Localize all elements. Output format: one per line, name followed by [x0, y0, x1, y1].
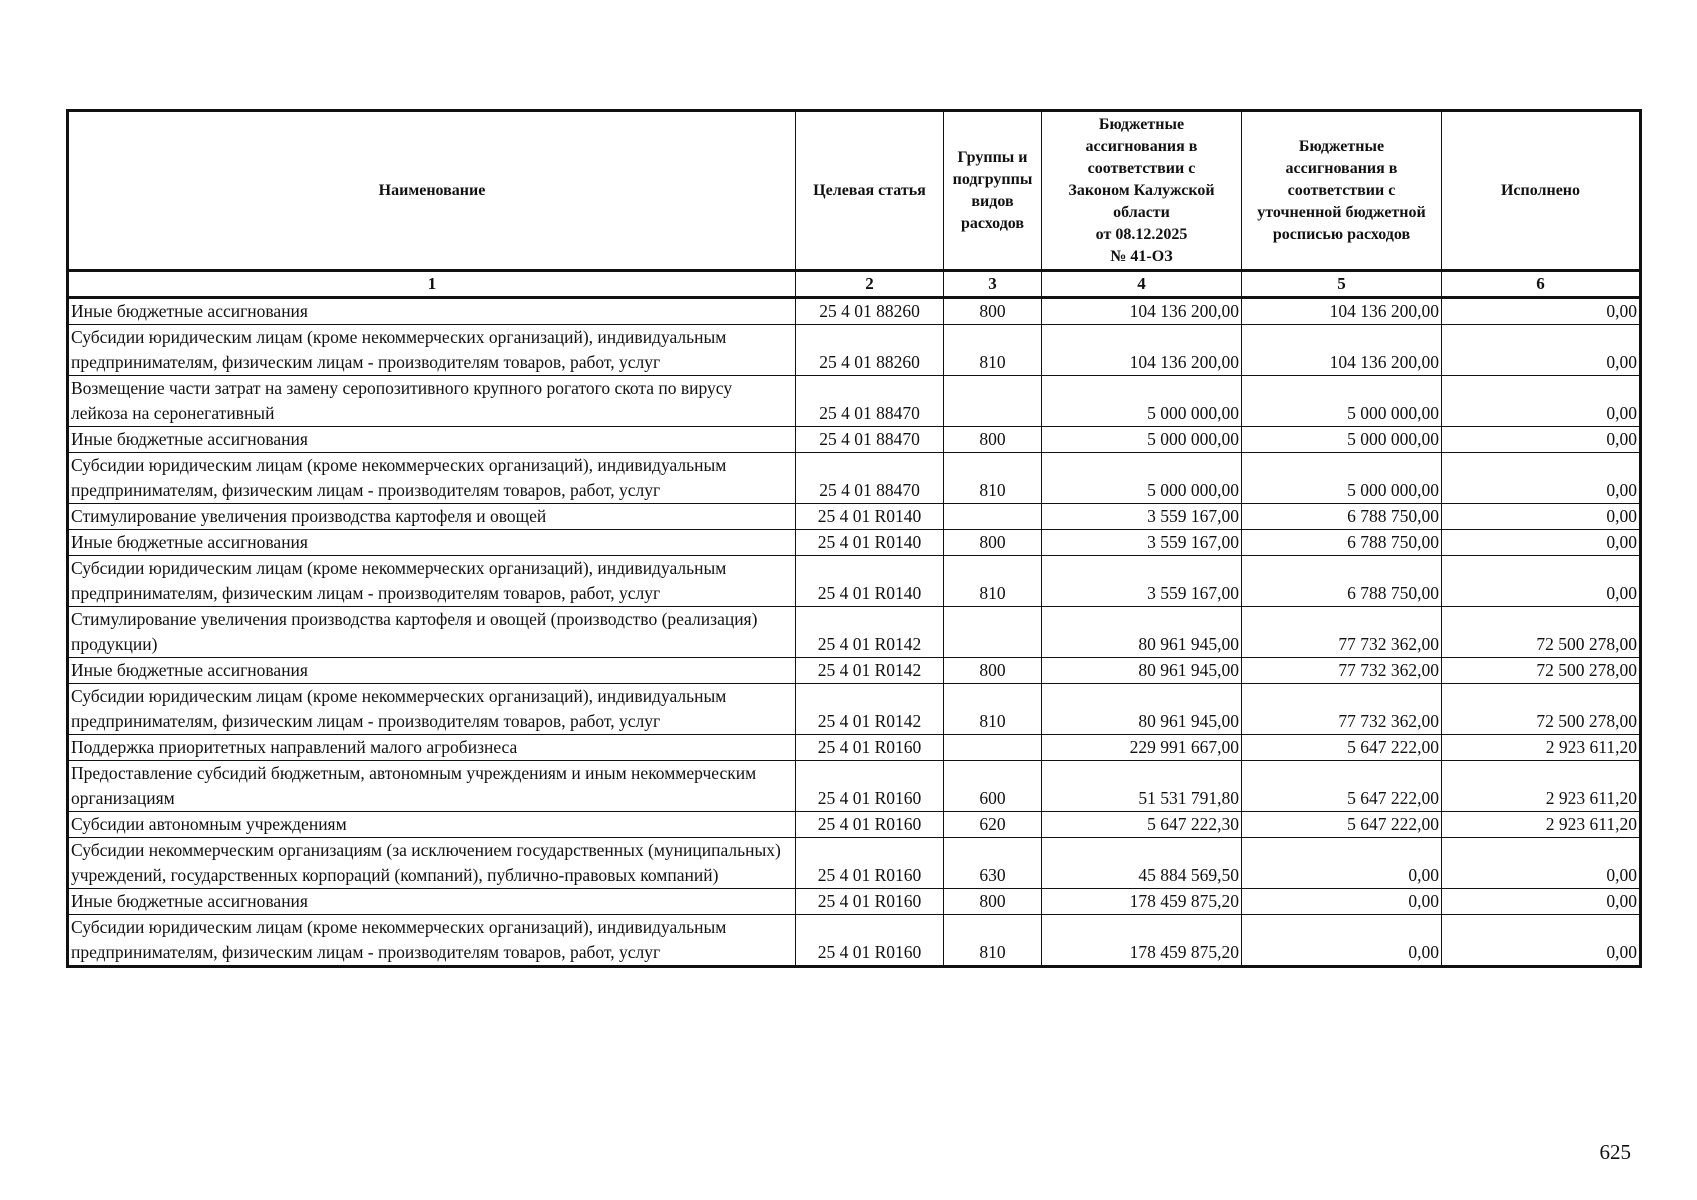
cell-expense-group [944, 376, 1042, 427]
column-number: 5 [1242, 271, 1442, 298]
cell-refined-amount: 5 647 222,00 [1242, 761, 1442, 812]
cell-law-amount: 104 136 200,00 [1042, 298, 1242, 325]
cell-target-article: 25 4 01 R0142 [796, 658, 944, 684]
cell-name: Субсидии юридическим лицам (кроме некоммерческих организаций), индивидуальным предпринимателям, физическим лицам - производителям товаров, работ, услуг [68, 325, 796, 376]
cell-law-amount: 104 136 200,00 [1042, 325, 1242, 376]
cell-law-amount: 5 647 222,30 [1042, 812, 1242, 838]
cell-target-article: 25 4 01 R0160 [796, 915, 944, 967]
cell-target-article: 25 4 01 R0160 [796, 812, 944, 838]
cell-expense-group: 810 [944, 556, 1042, 607]
cell-refined-amount: 0,00 [1242, 838, 1442, 889]
cell-refined-amount: 77 732 362,00 [1242, 658, 1442, 684]
cell-name: Субсидии автономным учреждениям [68, 812, 796, 838]
table-row [68, 735, 1641, 761]
cell-name: Субсидии юридическим лицам (кроме некоммерческих организаций), индивидуальным предпринимателям, физическим лицам - производителям товаров, работ, услуг [68, 556, 796, 607]
header-law-appropriations: Бюджетные ассигнования в соответствии с Законом Калужской области от 08.12.2025 № 41-ОЗ [1042, 111, 1242, 271]
cell-law-amount: 3 559 167,00 [1042, 556, 1242, 607]
cell-law-amount: 51 531 791,80 [1042, 761, 1242, 812]
table-row [68, 684, 1641, 735]
cell-name: Предоставление субсидий бюджетным, автономным учреждениям и иным некоммерческим организациям [68, 761, 796, 812]
table-row [68, 658, 1641, 684]
cell-target-article: 25 4 01 R0142 [796, 607, 944, 658]
cell-expense-group [944, 607, 1042, 658]
table-row [68, 915, 1641, 967]
cell-law-amount: 178 459 875,20 [1042, 915, 1242, 967]
cell-executed-amount: 0,00 [1442, 453, 1641, 504]
cell-expense-group: 800 [944, 658, 1042, 684]
cell-executed-amount: 0,00 [1442, 556, 1641, 607]
column-number: 3 [944, 271, 1042, 298]
cell-expense-group: 800 [944, 298, 1042, 325]
table-row [68, 298, 1641, 325]
table-row [68, 607, 1641, 658]
cell-refined-amount: 104 136 200,00 [1242, 325, 1442, 376]
cell-name: Иные бюджетные ассигнования [68, 298, 796, 325]
cell-refined-amount: 5 647 222,00 [1242, 735, 1442, 761]
cell-name: Возмещение части затрат на замену серопозитивного крупного рогатого скота по вирусу лейкоза на серонегативный [68, 376, 796, 427]
cell-law-amount: 5 000 000,00 [1042, 453, 1242, 504]
table-body [68, 298, 1641, 967]
cell-law-amount: 229 991 667,00 [1042, 735, 1242, 761]
table-row [68, 556, 1641, 607]
table-row [68, 427, 1641, 453]
header-name: Наименование [68, 111, 796, 271]
cell-refined-amount: 77 732 362,00 [1242, 684, 1442, 735]
cell-name: Поддержка приоритетных направлений малого агробизнеса [68, 735, 796, 761]
table-row [68, 812, 1641, 838]
column-number: 2 [796, 271, 944, 298]
cell-target-article: 25 4 01 88470 [796, 376, 944, 427]
cell-law-amount: 45 884 569,50 [1042, 838, 1242, 889]
cell-executed-amount: 72 500 278,00 [1442, 607, 1641, 658]
cell-name: Субсидии юридическим лицам (кроме некоммерческих организаций), индивидуальным предпринимателям, физическим лицам - производителям товаров, работ, услуг [68, 684, 796, 735]
cell-name: Субсидии юридическим лицам (кроме некоммерческих организаций), индивидуальным предпринимателям, физическим лицам - производителям товаров, работ, услуг [68, 453, 796, 504]
cell-expense-group [944, 504, 1042, 530]
cell-executed-amount: 0,00 [1442, 889, 1641, 915]
cell-refined-amount: 104 136 200,00 [1242, 298, 1442, 325]
cell-expense-group: 810 [944, 684, 1042, 735]
cell-refined-amount: 5 000 000,00 [1242, 376, 1442, 427]
cell-refined-amount: 6 788 750,00 [1242, 556, 1442, 607]
cell-refined-amount: 6 788 750,00 [1242, 530, 1442, 556]
cell-executed-amount: 72 500 278,00 [1442, 684, 1641, 735]
cell-law-amount: 3 559 167,00 [1042, 504, 1242, 530]
cell-target-article: 25 4 01 R0160 [796, 735, 944, 761]
cell-target-article: 25 4 01 88260 [796, 298, 944, 325]
budget-table [66, 109, 1642, 968]
cell-refined-amount: 5 647 222,00 [1242, 812, 1442, 838]
cell-executed-amount: 2 923 611,20 [1442, 735, 1641, 761]
table-row [68, 530, 1641, 556]
cell-executed-amount: 0,00 [1442, 838, 1641, 889]
cell-law-amount: 5 000 000,00 [1042, 427, 1242, 453]
cell-name: Иные бюджетные ассигнования [68, 427, 796, 453]
cell-law-amount: 80 961 945,00 [1042, 684, 1242, 735]
cell-expense-group: 810 [944, 325, 1042, 376]
cell-expense-group: 800 [944, 530, 1042, 556]
cell-executed-amount: 0,00 [1442, 325, 1641, 376]
cell-refined-amount: 5 000 000,00 [1242, 427, 1442, 453]
cell-executed-amount: 2 923 611,20 [1442, 812, 1641, 838]
table-row [68, 761, 1641, 812]
cell-expense-group: 600 [944, 761, 1042, 812]
header-refined-appropriations: Бюджетные ассигнования в соответствии с уточненной бюджетной росписью расходов [1242, 111, 1442, 271]
cell-executed-amount: 2 923 611,20 [1442, 761, 1641, 812]
cell-law-amount: 5 000 000,00 [1042, 376, 1242, 427]
cell-law-amount: 80 961 945,00 [1042, 607, 1242, 658]
cell-law-amount: 80 961 945,00 [1042, 658, 1242, 684]
cell-executed-amount: 0,00 [1442, 298, 1641, 325]
cell-target-article: 25 4 01 88470 [796, 427, 944, 453]
cell-target-article: 25 4 01 R0142 [796, 684, 944, 735]
column-number: 1 [68, 271, 796, 298]
column-number-row [68, 271, 1641, 298]
table-row [68, 453, 1641, 504]
header-target-article: Целевая статья [796, 111, 944, 271]
column-number: 6 [1442, 271, 1641, 298]
table-row [68, 504, 1641, 530]
cell-law-amount: 178 459 875,20 [1042, 889, 1242, 915]
cell-executed-amount: 72 500 278,00 [1442, 658, 1641, 684]
cell-executed-amount: 0,00 [1442, 504, 1641, 530]
cell-executed-amount: 0,00 [1442, 427, 1641, 453]
cell-expense-group: 810 [944, 453, 1042, 504]
table-row [68, 376, 1641, 427]
header-executed: Исполнено [1442, 111, 1641, 271]
table-row [68, 325, 1641, 376]
cell-refined-amount: 0,00 [1242, 915, 1442, 967]
cell-target-article: 25 4 01 R0160 [796, 889, 944, 915]
cell-name: Стимулирование увеличения производства картофеля и овощей (производство (реализация) продукции) [68, 607, 796, 658]
cell-target-article: 25 4 01 R0160 [796, 761, 944, 812]
cell-name: Субсидии юридическим лицам (кроме некоммерческих организаций), индивидуальным предпринимателям, физическим лицам - производителям товаров, работ, услуг [68, 915, 796, 967]
cell-target-article: 25 4 01 R0160 [796, 838, 944, 889]
cell-refined-amount: 6 788 750,00 [1242, 504, 1442, 530]
cell-name: Иные бюджетные ассигнования [68, 658, 796, 684]
cell-expense-group [944, 735, 1042, 761]
cell-target-article: 25 4 01 R0140 [796, 504, 944, 530]
cell-expense-group: 620 [944, 812, 1042, 838]
cell-expense-group: 800 [944, 889, 1042, 915]
cell-law-amount: 3 559 167,00 [1042, 530, 1242, 556]
cell-target-article: 25 4 01 R0140 [796, 556, 944, 607]
cell-expense-group: 810 [944, 915, 1042, 967]
cell-refined-amount: 77 732 362,00 [1242, 607, 1442, 658]
cell-target-article: 25 4 01 88470 [796, 453, 944, 504]
cell-name: Иные бюджетные ассигнования [68, 530, 796, 556]
cell-executed-amount: 0,00 [1442, 915, 1641, 967]
page-number: 625 [1599, 1140, 1631, 1164]
cell-name: Иные бюджетные ассигнования [68, 889, 796, 915]
cell-target-article: 25 4 01 R0140 [796, 530, 944, 556]
header-expense-groups: Группы и подгруппы видов расходов [944, 111, 1042, 271]
table-row [68, 889, 1641, 915]
cell-name: Стимулирование увеличения производства картофеля и овощей [68, 504, 796, 530]
cell-refined-amount: 5 000 000,00 [1242, 453, 1442, 504]
header-row [68, 111, 1641, 271]
cell-executed-amount: 0,00 [1442, 530, 1641, 556]
cell-refined-amount: 0,00 [1242, 889, 1442, 915]
cell-expense-group: 800 [944, 427, 1042, 453]
column-number: 4 [1042, 271, 1242, 298]
cell-target-article: 25 4 01 88260 [796, 325, 944, 376]
cell-executed-amount: 0,00 [1442, 376, 1641, 427]
table-row [68, 838, 1641, 889]
cell-expense-group: 630 [944, 838, 1042, 889]
cell-name: Субсидии некоммерческим организациям (за исключением государственных (муниципальных) учреждений, государственных корпораций (компаний), публично-правовых компаний) [68, 838, 796, 889]
